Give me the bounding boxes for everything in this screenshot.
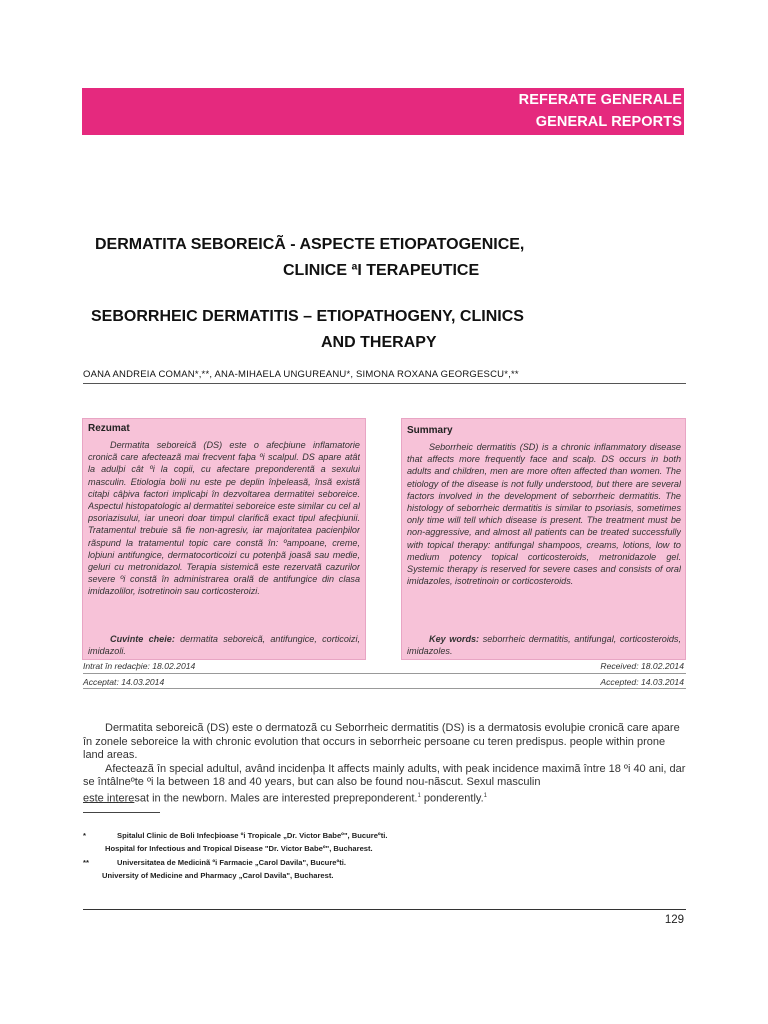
summary-heading: Summary [407,425,453,436]
banner-label-ro: REFERATE GENERALE [518,92,682,108]
summary-keywords-label: Key words: [429,634,480,644]
summary-keywords [407,633,681,657]
dates-divider-2 [83,688,686,689]
abstract-romanian [82,418,366,660]
received-date-en: Received: 18.02.2014 [600,661,684,671]
footnote-mark: * [83,831,86,840]
body-text [83,722,686,806]
body-underlined-fragment: este intere [83,792,135,805]
summary-text: Seborrheic dermatitis (SD) is a chronic inflammatory disease that affects more frequently face and scalp. DS occurs in both adults and children, men are more often affected than women. The etiology of the disease is not fully understood, but there are several factors involved in the development of seborrheic dermatitis. The histology of seborrheic dermatitis is similar to psoriasis, sometimes only time will tell which disease is present. The treatment must be non-aggressive, and almost all patients can be treated successfully with topical therapy: antifungal shampoos, creams, lotions, low to medium potency topical corticosteroids, metronidazole gel. Systemic therapy is reserved for severe cases and consists of oral imidazoles, isotretinoin or corticosteroids. [407,442,681,587]
summary-keywords-text: seborrheic dermatitis, antifungal, corticosteroids, imidazoles. [407,634,681,657]
rezumat-keywords-label: Cuvinte cheie: [110,634,175,644]
rezumat-text: Dermatita seboreicã (DS) este o afecþiune inflamatorie cronicã care afecteazã mai frecvent faþa ºi scalpul. DS apare atât la adulþi cât ºi la copii, cu afectare preponderentã a sexului masculin. Etiologia bolii nu este pe deplin înþeleasã, însã existã citaþi câþiva factori implicaþi în dezvoltarea dermatitei seboreice. Aspectul histopatologic al dermatitei seboreice este similar cu cel al psoriazisului, iar uneori doar timpul clarificã exact tipul afecþiunii. Tratamentul trebuie sã fie non-agresiv, iar majoritatea pacienþilor rãspund la tratamentul topic care constã în: ºampoane, creme, loþiuni antifungice, dermatocorticoizi cu potenþã joasã sau medie, geluri cu metronidazol. Terapia sistemicã este rezervatã cazurilor severe ºi constã în administrarea oralã de antifungice din clasa imidazolilor, isotretinoin sau corticosteroizi. [88,440,360,597]
section-banner [82,88,684,135]
footer-divider [83,909,686,910]
citation-1: 1 [417,792,421,799]
body-paragraph-2: Afecteazã în special adultul, având incidenþa It affects mainly adults, with peak incidence maximã între 18 ºi 40 ani, dar se întâlneºte ºi la between 18 and 40 years, but can also be found nou-nãscut. Sexul masculin [83,762,686,788]
title-ro-line-1: DERMATITA SEBOREICÃ - ASPECTE ETIOPATOGENICE, [95,236,525,253]
received-date-ro: Intrat în redacþie: 18.02.2014 [83,661,196,671]
abstract-english [401,418,686,660]
page-number: 129 [664,914,684,926]
citation-1b: 1 [483,792,487,799]
body-paragraph-1: Dermatita seboreicã (DS) este o dermatozã cu Seborrheic dermatitis (DS) is a dermatosis evoluþie cronicã care apare în zonele seboreice la with chronic evolution that occurs in seborrheic persoane cu teren predispus. people within prone land areas. [83,722,680,761]
footnote-text: Hospital for Infectious and Tropical Disease "Dr. Victor Babeº", Bucharest. [105,844,373,854]
rezumat-keywords-text: dermatita seboreicã, antifungice, corticoizi, imidazoli. [88,634,361,657]
body-fragment-b: sat in the newborn. Males are interested prepreponderent. [134,792,418,805]
body-fragment-c: ponderently. [420,792,484,805]
footnote-text: University of Medicine and Pharmacy „Carol Davila", Bucharest. [102,871,334,881]
author-list: OANA ANDREIA COMAN*,**, ANA-MIHAELA UNGUREANU*, SIMONA ROXANA GEORGESCU*,** [83,369,519,380]
rezumat-keywords [88,633,360,657]
footnote-mark: ** [83,857,89,867]
rezumat-heading: Rezumat [88,423,130,434]
banner-label-en: GENERAL REPORTS [535,114,682,130]
accepted-date-en: Accepted: 14.03.2014 [600,677,684,687]
body-underline-stub [83,812,160,813]
dates-divider-1 [83,673,686,674]
body-paragraph-3 [83,790,686,806]
title-en-line-2: AND THERAPY [321,334,437,351]
title-ro-line-2: CLINICE ªI TERAPEUTICE [283,262,480,279]
title-en-line-1: SEBORRHEIC DERMATITIS – ETIOPATHOGENY, CLINICS [91,308,524,325]
footnote-text: Spitalul Clinic de Boli Infecþioase ºi Tropicale „Dr. Victor Babeº", Bucureºti. [117,831,388,840]
authors-divider [83,383,686,384]
accepted-date-ro: Acceptat: 14.03.2014 [83,677,165,687]
footnote-text: Universitatea de Medicinã ºi Farmacie „Carol Davila", Bucureºti. [117,857,347,867]
